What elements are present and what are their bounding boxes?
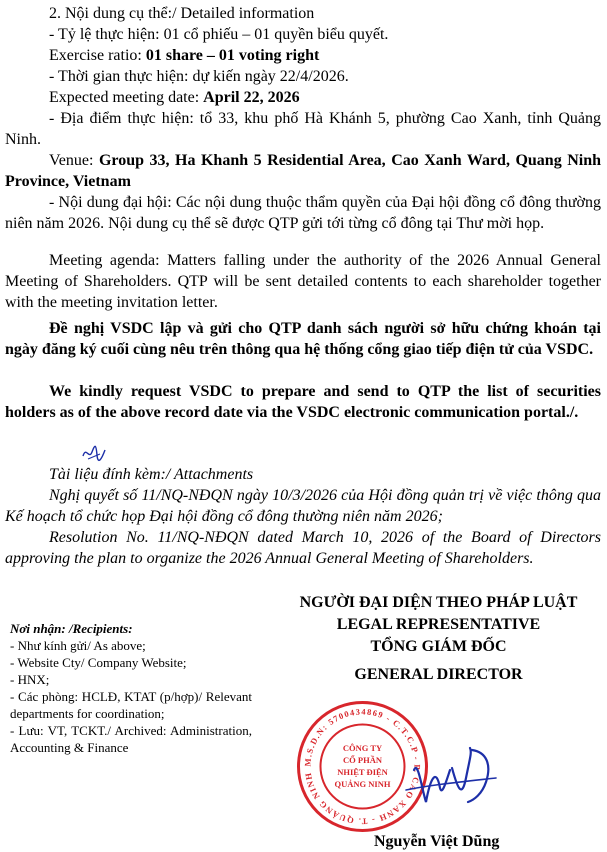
signer-name: Nguyễn Việt Dũng: [374, 833, 500, 850]
attachments-title: Tài liệu đính kèm:/ Attachments: [49, 466, 254, 483]
date-en: [49, 87, 300, 108]
venue-en-label: Venue:: [49, 152, 99, 169]
attachments-en: Resolution No. 11/NQ-NĐQN dated March 10, 2026 of the Board of Directors approving the plan to organize the 2026 Annual General Meeting of Shareholders.: [5, 529, 601, 567]
signature-title-vn: NGƯỜI ĐẠI DIỆN THEO PHÁP LUẬT: [299, 594, 578, 611]
request-en: We kindly request VSDC to prepare and send to QTP the list of securities holders as of the above record date via the VSDC electronic communication portal./.: [5, 383, 601, 421]
seal-line: CỔ PHẦN: [343, 755, 382, 765]
request-vn: Đề nghị VSDC lập và gửi cho QTP danh sách người sở hữu chứng khoán tại ngày đăng ký cuối cùng nêu trên thông qua hệ thống cổng giao tiếp điện tử của VSDC.: [5, 320, 601, 358]
seal-line: CÔNG TY: [342, 743, 383, 753]
recipient-item: - Như kính gửi/ As above;: [10, 638, 146, 653]
ratio-en-label: Exercise ratio:: [49, 47, 146, 64]
details-heading: 2. Nội dung cụ thể:/ Detailed information: [49, 5, 315, 22]
recipient-item: - Website Cty/ Company Website;: [10, 655, 187, 670]
seal-ring-text: M.S.D.N: 5700434869 - C.T.C.P - P. CAO XANH - T. QUẢNG NINH: [302, 706, 423, 827]
seal-line: NHIỆT ĐIỆN: [337, 767, 388, 777]
recipient-item: - Các phòng: HCLĐ, KTAT (p/hợp)/ Relevant departments for coordination;: [10, 689, 252, 721]
date-en-label: Expected meeting date:: [49, 89, 204, 106]
signature-title-en: LEGAL REPRESENTATIVE: [336, 616, 541, 633]
date-en-value: April 22, 2026: [203, 89, 300, 106]
agenda-vn: - Nội dung đại hội: Các nội dung thuộc thẩm quyền của Đại hội đồng cổ đông thường niên năm 2026. Nội dung cụ thể sẽ được QTP gửi tới từng cổ đông tại Thư mời họp.: [5, 194, 601, 232]
agenda-en: Meeting agenda: Matters falling under the authority of the 2026 Annual General Meeting of Shareholders. QTP will be sent detailed contents to each shareholder together with the meeting invitation letter.: [5, 252, 601, 311]
recipients-title: Nơi nhận: /Recipients:: [10, 621, 133, 636]
attachments-vn: Nghị quyết số 11/NQ-NĐQN ngày 10/3/2026 của Hội đồng quản trị về việc thông qua Kế hoạch tổ chức họp Đại hội đồng cổ đông thường niên năm 2026;: [5, 487, 601, 525]
initial-mark: [80, 440, 108, 464]
ratio-vn: - Tỷ lệ thực hiện: 01 cổ phiếu – 01 quyền biểu quyết.: [49, 26, 389, 43]
handwritten-signature: [400, 730, 510, 820]
recipient-item: - Lưu: VT, TCKT./ Archived: Administration, Accounting & Finance: [10, 723, 252, 755]
recipient-item: - HNX;: [10, 672, 50, 687]
position-vn: TỔNG GIÁM ĐỐC: [370, 638, 507, 655]
ratio-en-value: 01 share – 01 voting right: [145, 47, 320, 64]
ratio-en: [49, 45, 319, 66]
position-en: GENERAL DIRECTOR: [354, 666, 523, 683]
seal-line: QUẢNG NINH: [334, 779, 391, 789]
signature-block: [270, 592, 607, 686]
time-vn: - Thời gian thực hiện: dự kiến ngày 22/4/2026.: [49, 68, 349, 85]
venue-en: [5, 150, 601, 192]
venue-en-value: Group 33, Ha Khanh 5 Residential Area, Cao Xanh Ward, Quang Ninh Province, Vietnam: [5, 152, 601, 190]
recipients-block: [10, 620, 252, 756]
venue-vn: - Địa điểm thực hiện: tổ 33, khu phố Hà Khánh 5, phường Cao Xanh, tỉnh Quảng Ninh.: [5, 110, 601, 148]
